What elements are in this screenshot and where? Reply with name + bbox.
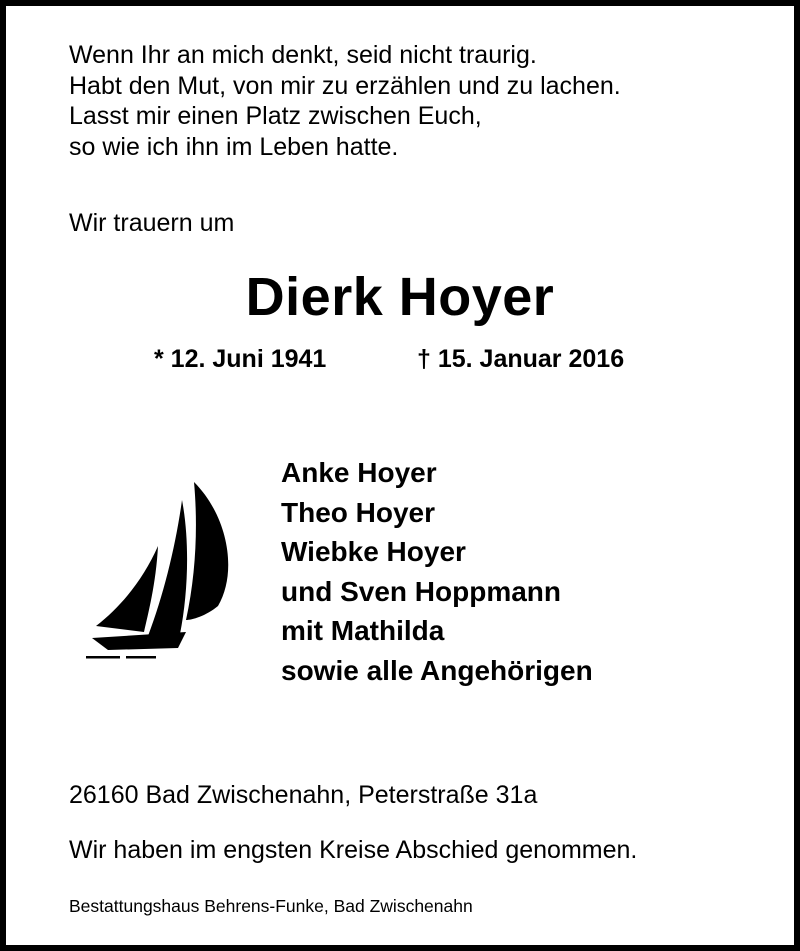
poem <box>69 40 621 162</box>
family-member: Theo Hoyer <box>281 496 436 528</box>
mourning-intro: Wir trauern um <box>69 209 235 237</box>
birth-date: * 12. Juni 1941 <box>154 345 327 373</box>
family-member: Wiebke Hoyer <box>281 536 466 567</box>
family-member: sowie alle Angehörigen <box>281 654 593 686</box>
family-member: und Sven Hoppmann <box>281 575 561 607</box>
death-date: † 15. Januar 2016 <box>417 345 625 373</box>
poem-line-1: Wenn Ihr an mich denkt, seid nicht traurig. <box>69 41 537 69</box>
family-member: Anke Hoyer <box>281 457 437 488</box>
sailboat-icon <box>78 474 248 664</box>
poem-line-4: so wie ich ihn im Leben hatte. <box>69 132 399 161</box>
poem-line-2: Habt den Mut, von mir zu erzählen und zu lachen. <box>69 71 621 100</box>
funeral-home: Bestattungshaus Behrens-Funke, Bad Zwischenahn <box>69 896 473 916</box>
family-member: mit Mathilda <box>281 615 445 646</box>
poem-line-3: Lasst mir einen Platz zwischen Euch, <box>69 102 482 130</box>
family-list <box>281 453 593 690</box>
deceased-name: Dierk Hoyer <box>245 267 555 327</box>
address: 26160 Bad Zwischenahn, Peterstraße 31a <box>69 781 538 809</box>
farewell-note: Wir haben im engsten Kreise Abschied genommen. <box>69 836 638 864</box>
